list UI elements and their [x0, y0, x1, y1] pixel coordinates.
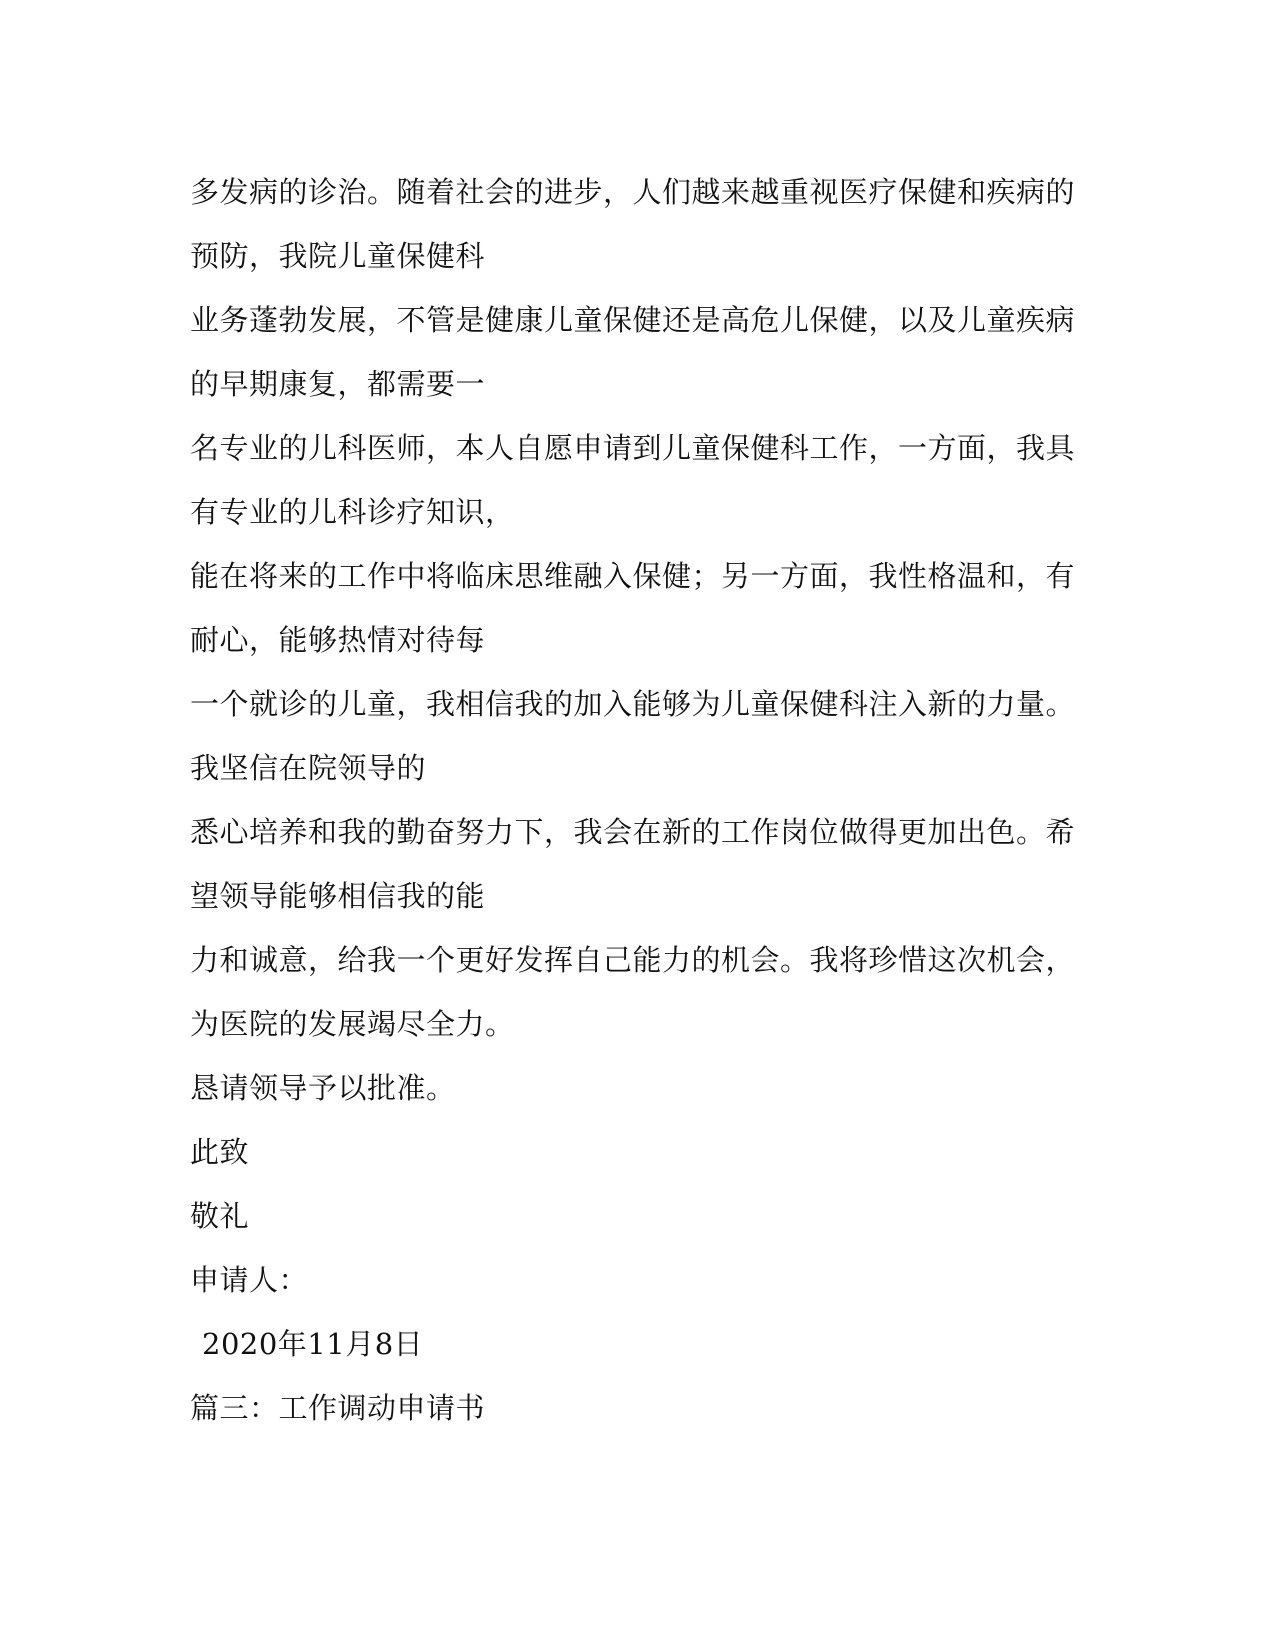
body-line: 悉心培养和我的勤奋努力下，我会在新的工作岗位做得更加出色。希	[190, 815, 1076, 849]
body-line: 能在将来的工作中将临床思维融入保健；另一方面，我性格温和，有	[190, 559, 1076, 593]
body-line: 名专业的儿科医师，本人自愿申请到儿童保健科工作，一方面，我具	[190, 431, 1076, 465]
body-line: 的早期康复，都需要一	[190, 367, 486, 401]
section-heading: 篇三：工作调动申请书	[190, 1391, 486, 1425]
body-line: 一个就诊的儿童，我相信我的加入能够为儿童保健科注入新的力量。	[190, 687, 1076, 721]
request-line: 恳请领导予以批准。	[190, 1071, 456, 1105]
body-line: 为医院的发展竭尽全力。	[190, 1007, 515, 1041]
body-line: 望领导能够相信我的能	[190, 879, 486, 913]
body-line: 业务蓬勃发展，不管是健康儿童保健还是高危儿保健，以及儿童疾病	[190, 303, 1076, 337]
document-body	[190, 164, 1090, 1444]
body-line: 多发病的诊治。随着社会的进步，人们越来越重视医疗保健和疾病的	[190, 175, 1076, 209]
body-line: 预防，我院儿童保健科	[190, 239, 486, 273]
body-line: 有专业的儿科诊疗知识，	[190, 495, 515, 529]
date-line: 2020年11月8日	[202, 1327, 424, 1361]
body-line: 耐心，能够热情对待每	[190, 623, 486, 657]
closing-line: 敬礼	[190, 1199, 250, 1233]
body-line: 我坚信在院领导的	[190, 751, 427, 785]
body-line: 力和诚意，给我一个更好发挥自己能力的机会。我将珍惜这次机会，	[190, 943, 1076, 977]
salutation-line: 此致	[190, 1135, 250, 1169]
applicant-label: 申请人：	[190, 1263, 309, 1297]
